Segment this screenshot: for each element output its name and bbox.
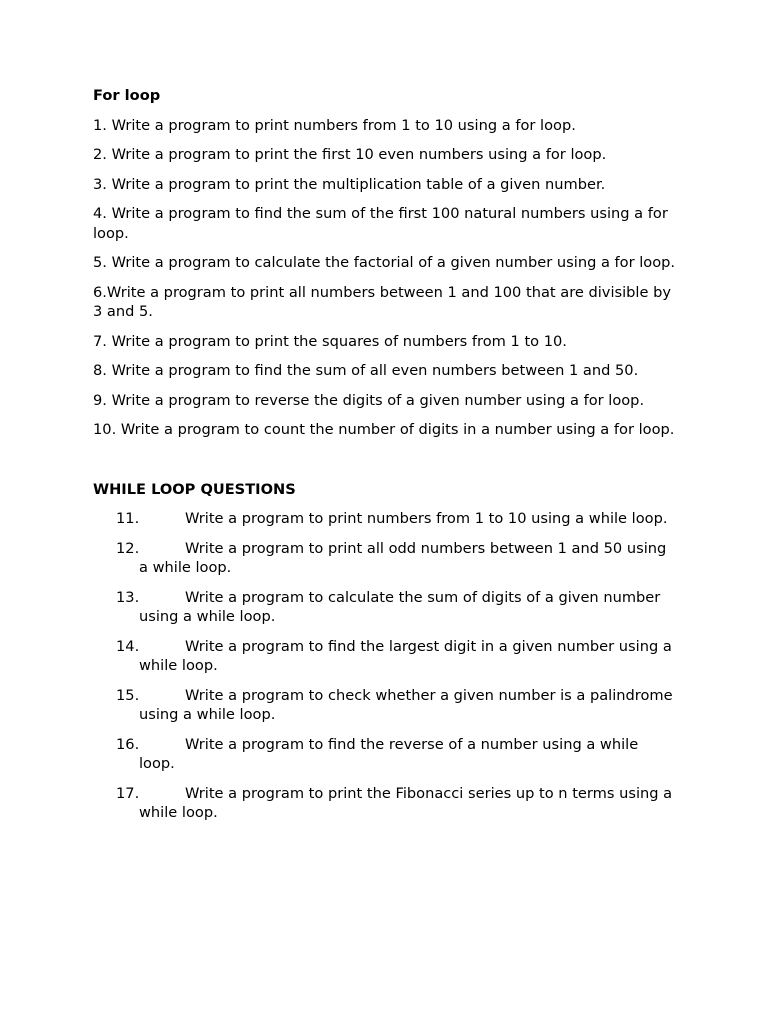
- question-number: 17.: [116, 784, 140, 802]
- for-question-6: 6.Write a program to print all numbers between 1 and 100 that are divisible by 3 and 5.: [93, 283, 671, 320]
- for-question-4: 4. Write a program to find the sum of the first 100 natural numbers using a for loop.: [93, 205, 668, 242]
- while-question-17: [93, 784, 678, 823]
- question-number: 16.: [116, 735, 140, 753]
- while-question-14: [93, 637, 678, 676]
- question-text: Write a program to find the largest digit in a given number using a while loop.: [139, 637, 672, 674]
- question-number: 13.: [116, 588, 140, 606]
- question-number: 12.: [116, 539, 140, 557]
- while-loop-heading: WHILE LOOP QUESTIONS: [93, 480, 296, 498]
- question-text: Write a program to find the reverse of a number using a while loop.: [139, 735, 639, 772]
- for-question-7: 7. Write a program to print the squares of numbers from 1 to 10.: [93, 332, 567, 350]
- for-question-8: 8. Write a program to find the sum of all even numbers between 1 and 50.: [93, 362, 639, 379]
- question-text: Write a program to print numbers from 1 to 10 using a while loop.: [185, 510, 668, 527]
- while-question-11: [93, 509, 678, 529]
- for-question-2: 2. Write a program to print the first 10 even numbers using a for loop.: [93, 146, 607, 163]
- question-number: 15.: [116, 686, 140, 704]
- question-text: Write a program to print all odd numbers between 1 and 50 using a while loop.: [139, 539, 667, 576]
- while-question-12: [93, 539, 678, 578]
- while-question-15: [93, 686, 678, 725]
- question-text: Write a program to check whether a given number is a palindrome using a while loop.: [139, 686, 673, 723]
- for-question-1: 1. Write a program to print numbers from 1 to 10 using a for loop.: [93, 116, 576, 134]
- for-question-3: 3. Write a program to print the multiplication table of a given number.: [93, 175, 606, 193]
- for-question-5: 5. Write a program to calculate the factorial of a given number using a for loop.: [93, 254, 676, 271]
- question-number: 11.: [116, 510, 140, 527]
- while-question-13: [93, 588, 678, 627]
- question-text: Write a program to print the Fibonacci series up to n terms using a while loop.: [139, 784, 673, 821]
- for-question-10: 10. Write a program to count the number of digits in a number using a for loop.: [93, 421, 675, 438]
- question-text: Write a program to calculate the sum of digits of a given number using a while loop.: [139, 588, 661, 625]
- while-question-16: [93, 735, 678, 774]
- question-number: 14.: [116, 637, 140, 655]
- for-question-9: 9. Write a program to reverse the digits of a given number using a for loop.: [93, 391, 645, 409]
- document-page: [93, 86, 678, 833]
- for-loop-heading: For loop: [93, 87, 161, 104]
